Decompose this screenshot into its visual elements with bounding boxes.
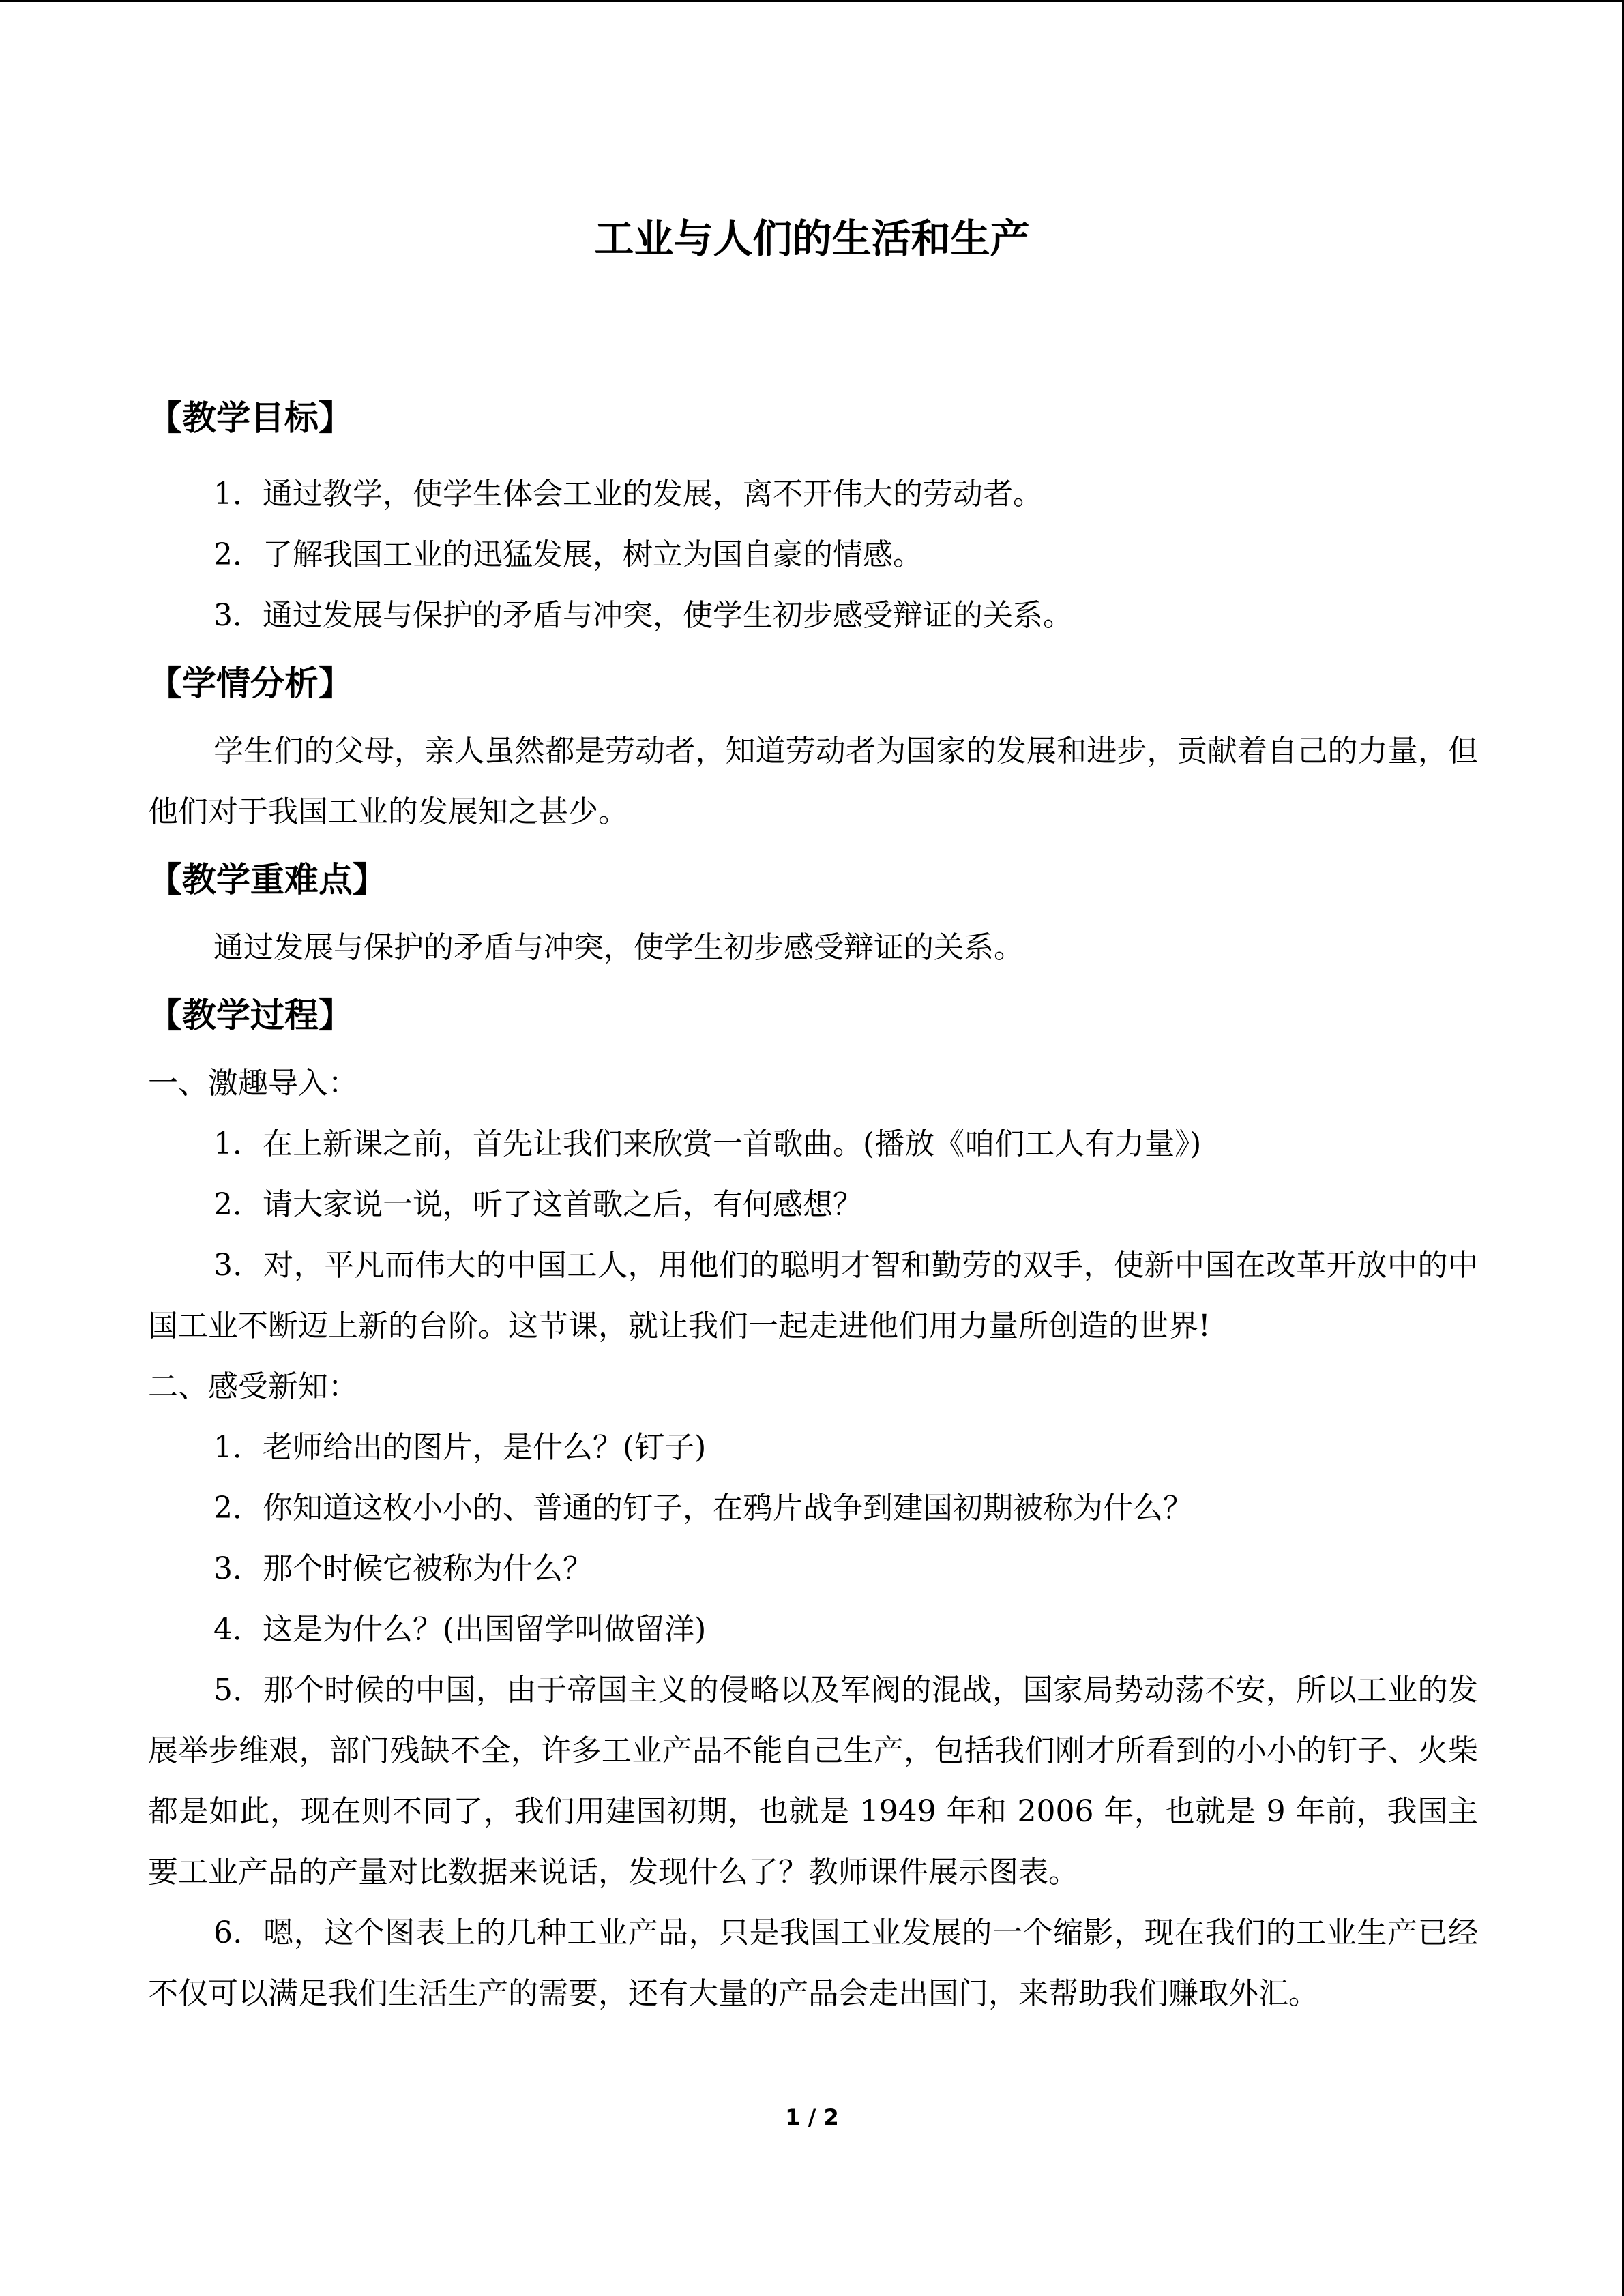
- objective-item: 2．了解我国工业的迅猛发展，树立为国自豪的情感。: [213, 537, 923, 572]
- key-points-text: 通过发展与保护的矛盾与冲突，使学生初步感受辩证的关系。: [213, 930, 1024, 965]
- process-part2-item: 6．嗯，这个图表上的几种工业产品，只是我国工业发展的一个缩影，现在我们的工业生产已经不仅可以满足我们生活生产的需要，还有大量的产品会走出国门，来帮助我们赚取外汇。: [148, 1915, 1478, 2011]
- page-number: 1 / 2: [785, 2104, 839, 2130]
- document-body: [148, 381, 1478, 2024]
- process-part1-item: 2．请大家说一说，听了这首歌之后，有何感想？: [213, 1187, 863, 1222]
- objective-item: 1．通过教学，使学生体会工业的发展，离不开伟大的劳动者。: [213, 477, 1043, 511]
- process-heading: 【教学过程】: [148, 996, 353, 1035]
- top-border-line: [0, 0, 1624, 2]
- objectives-heading: 【教学目标】: [148, 398, 353, 438]
- process-part2-item: 1．老师给出的图片，是什么？(钉子): [213, 1430, 707, 1465]
- process-part1-item: 1．在上新课之前，首先让我们来欣赏一首歌曲。(播放《咱们工人有力量》): [213, 1127, 1202, 1161]
- document-title: 工业与人们的生活和生产: [594, 215, 1030, 262]
- process-part1-title: 一、激趣导入：: [148, 1066, 358, 1101]
- key-points-heading: 【教学重难点】: [148, 860, 387, 899]
- objective-item: 3．通过发展与保护的矛盾与冲突，使学生初步感受辩证的关系。: [213, 598, 1073, 633]
- process-part1-item: 3．对，平凡而伟大的中国工人，用他们的聪明才智和勤劳的双手，使新中国在改革开放中的中国工业不断迈上新的台阶。这节课，就让我们一起走进他们用力量所创造的世界!: [148, 1248, 1478, 1343]
- analysis-heading: 【学情分析】: [148, 664, 353, 703]
- process-part2-item: 5．那个时候的中国，由于帝国主义的侵略以及军阀的混战，国家局势动荡不安，所以工业的发展举步维艰，部门残缺不全，许多工业产品不能自己生产，包括我们刚才所看到的小小的钉子、火柴都是如此，现在则不同了，我们用建国初期，也就是 1949 年和 2006 年，也就是 9 年前，我国主要工业产品的产量对比数据来说话，发现什么了？教师课件展示图表。: [148, 1673, 1478, 1890]
- analysis-text: 学生们的父母，亲人虽然都是劳动者，知道劳动者为国家的发展和进步，贡献着自己的力量，但他们对于我国工业的发展知之甚少。: [148, 734, 1478, 829]
- process-part2-item: 2．你知道这枚小小的、普通的钉子，在鸦片战争到建国初期被称为什么？: [213, 1491, 1193, 1525]
- process-part2-title: 二、感受新知：: [148, 1369, 358, 1404]
- process-part2-item: 4．这是为什么？(出国留学叫做留洋): [213, 1612, 707, 1647]
- process-part2-item: 3．那个时候它被称为什么？: [213, 1551, 593, 1586]
